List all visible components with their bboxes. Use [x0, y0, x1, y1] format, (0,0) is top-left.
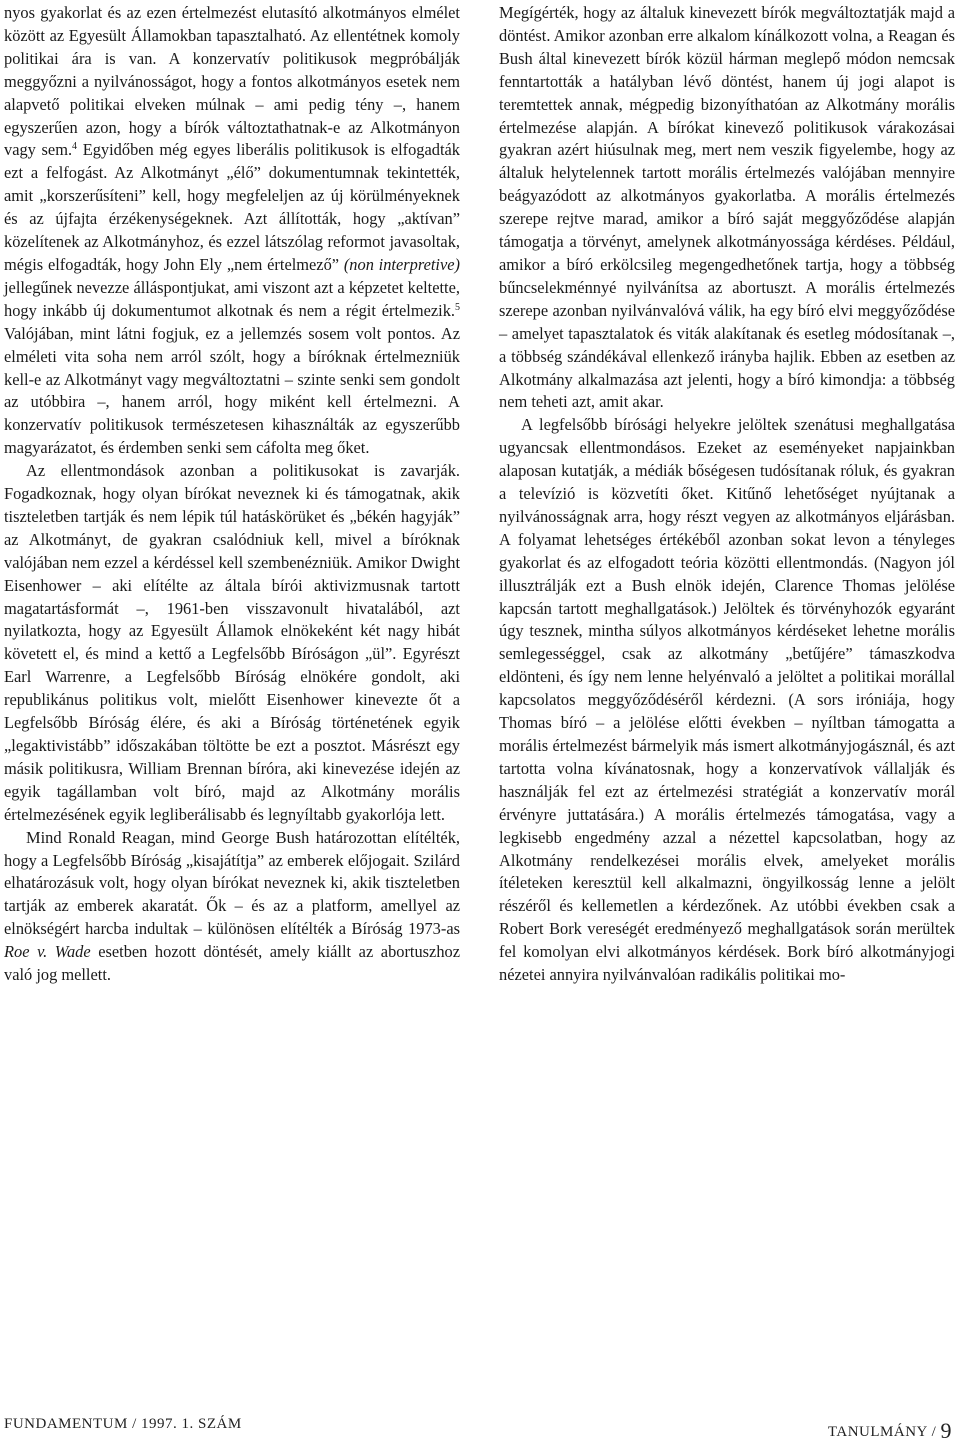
paragraph: A legfelsőbb bírósági helyekre jelöltek szenátusi meghallgatása ugyancsak ellentmondásos. Ezeket az eseményeket napjainkban alaposan kutatják, a médiák bőségesen tudósítanak róluk, és gyakran a televízió is közvetíti őket. Kitűnő lehetőséget nyújtanak a nyilvánosságnak arra, hogy részt vegyen az alkotmányos eljárásban. A folyamat lehetséges értékéből azonban sokat levon a tényleges gyakorlat és az elfogadott teória közötti ellentmondás. (Nagyon jól illusztrálják ezt a Bush elnök idején, Clarence Thomas jelölése kapcsán tartott meghallgatások.) Jelöltek és törvényhozók egyaránt úgy tesznek, mintha súlyos alkotmányos kérdéseket lehetne morális semlegességgel, csak az alkotmány „betűjére” támaszkodva eldönteni, és így nem lenne helyénvaló a jelöltet a politikai morállal kapcsolatos meggyőződéséről kérdezni. (A sors iróniája, hogy Thomas bíró – a jelölése előtti években – nyíltban támogatta a morális értelmezést bármelyik más ismert alkotmányjogásznál, és azt tartotta volna kívánatosnak, hogy a konzervatívok vállalják és használják fel ezt az értelmezési stratégiát a konzervatív morál érvényre juttatására.) A morális értelmezés támogatása, vagy a legkisebb engedmény azzal a nézettel kapcsolatban, hogy az Alkotmány rendelkezései morális elvek, amelyeket morális ítéleteken keresztül kell alkalmazni, öngyilkosság lenne a jelölt részéről és kellemetlen a kérdezőnek. Az utóbbi években csak a Robert Bork vereségét eredményező meghallgatások során merültek fel komolyan elvi alkotmányos kérdések. Bork bíró alkotmányjogi nézetei annyira nyilvánvalóan radikális politikai mo- [499, 415, 955, 985]
italic-term: (non interpretive) [343, 254, 460, 274]
paragraph: nyos gyakorlat és az ezen értelmezést elutasító alkotmányos elmélet között az Egyesült Államokban tapasztalható. Az ellentétnek komoly politikai ára is van. A konzervatív politikusok megpróbálják meggyőzni a nyilvánosságot, hogy a fontos alkotmányos esetek nem alapvető politikai elveken múlnak – ami pedig tény –, hanem egyszerűen azon, hogy a bírók változtathatnak-e az Alkotmányon vagy sem.$^4$ Egyidőben még egyes liberális politikusok is elfogadták ezt a felfogást. Az Alkotmányt „élő” dokumentumnak tekintették, amit „korszerűsíteni” kell, hogy megfeleljen az új körülményeknek és az újfajta érzékenységeknek. Azt állították, hogy „aktívan” közelítenek az Alkotmányhoz, és ezzel látszólag reformot javasoltak, mégis elfogadták, hogy John Ely „nem értelmező” (non interpretive) jellegűnek nevezze álláspontjukat, ami viszont azt a képzetet keltette, hogy inkább új dokumentumot alkotnak és nem a régit értelmezik.$^5$ Valójában, mint látni fogjuk, ez a jellemzés sosem volt pontos. Az elméleti vita soha nem arról szólt, hogy a bíróknak értelmezniük kell-e az Alkotmányt vagy megváltoztatni – szinte senki sem gondolt az utóbbira –, hanem arról, hogy miként kell értelmezni. A konzervatív politikusok természetesen kihasználták az egyszerűbb magyarázatot, és érdemben senki sem cáfolta meg őket. [4, 3, 460, 458]
paragraph: Az ellentmondások azonban a politikusokat is zavarják. Fogadkoznak, hogy olyan bírókat neveznek ki és támogatnak, akik tiszteletben tartják és nem lépik túl hatáskörüket és „békén hagyják” az Alkotmányt, de gyakran csalódniuk kell, mivel a bíróknak valójában nem ezzel a kérdéssel kell szembenézniük. Amikor Dwight Eisenhower – aki elítélte az általa bírói aktivizmusnak tartott magatartásformát –, 1961-ben visszavonult hivatalából, azt nyilatkozta, hogy az Egyesült Államok elnökeként két nagy hibát követett el, és mind a kettő a Legfelsőbb Bíróságon „ül”. Egyrészt Earl Warrenre, a Legfelsőbb Bíróság elnökére gondolt, aki republikánus politikus volt, mielőtt Eisenhower kinevezte őt a Legfelsőbb Bíróság élére, és aki a Bíróság történetének egyik „legaktivistább” időszakában töltötte be ezt a posztot. Másrészt egy másik politikusra, William Brennan bíróra, aki kinevezése idején az egyik tagállamban volt bíró, majd az Alkotmány morális értelmezésének egyik legliberálisabb és legnyíltabb gyakorlója lett. [4, 461, 460, 824]
journal-issue-label: FUNDAMENTUM / 1997. 1. SZÁM [4, 1416, 242, 1432]
footnote-marker[interactable]: 4 [72, 141, 78, 153]
paragraph: Mind Ronald Reagan, mind George Bush határozottan elítélték, hogy a Legfelsőbb Bíróság „kisajátítja” az emberek előjogait. Szilárd elhatározásuk volt, hogy olyan bírókat neveznek ki, akik tiszteletben tartják az emberek akaratát. Ők – és az a platform, amellyel az elnökségért harcba indultak – különösen elítélték a Bíróság 1973-as Roe v. Wade esetben hozott döntését, amely kiállt az abortuszhoz való jog mellett. [4, 827, 460, 985]
page-number: 9 [940, 1418, 952, 1443]
footnote-marker[interactable]: 5 [455, 301, 460, 313]
section-page-label [828, 1416, 952, 1442]
paragraph: Megígérték, hogy az általuk kinevezett bírók megváltoztatják majd a döntést. Amikor azonban erre alkalom kínálkozott volna, a Reagan és Bush által kinevezett bírók közül hárman meglepő módon nemcsak fenntartották a hatályban lévő döntést, hanem új jogi alapot is teremtettek annak, mégpedig bizonyíthatóan az Alkotmány morális értelmezése alapján. A bírókat kinevező politikusok várakozásai gyakran azért hiúsulnak meg, mert nem veszik figyelembe, hogy az általuk helytelennek tartott morális értelmezés valójában mennyire beágyazódott az alkotmányos gyakorlatba. A morális értelmezés szerepe rejtve marad, amikor a bíró saját meggyőződése alapján támogatja a törvényt, amelynek alkotmányossága kérdéses. Például, amikor a bíró erkölcsileg megengedhetőnek tartja, hogy a többség bűncselekménnyé nyilvánítsa az abortuszt. A morális értelmezés szerepe azonban nyilvánvalóvá válik, ha egy bíró elvi meggyőződése – amelyet tapasztalatok és viták alakítanak és esetleg módosítanak –, a többség szándékával ellenkező irányba hajlik. Ebben az esetben az Alkotmány alkalmazása azt jelenti, hogy a bíró kimondja: a többség nem teheti azt, amit akar. [499, 3, 955, 412]
case-name: Roe v. Wade [4, 942, 91, 962]
section-label: TANULMÁNY / [827, 1424, 941, 1440]
page-footer [0, 1416, 960, 1443]
right-text-column [499, 2, 955, 987]
left-text-column [4, 2, 460, 987]
